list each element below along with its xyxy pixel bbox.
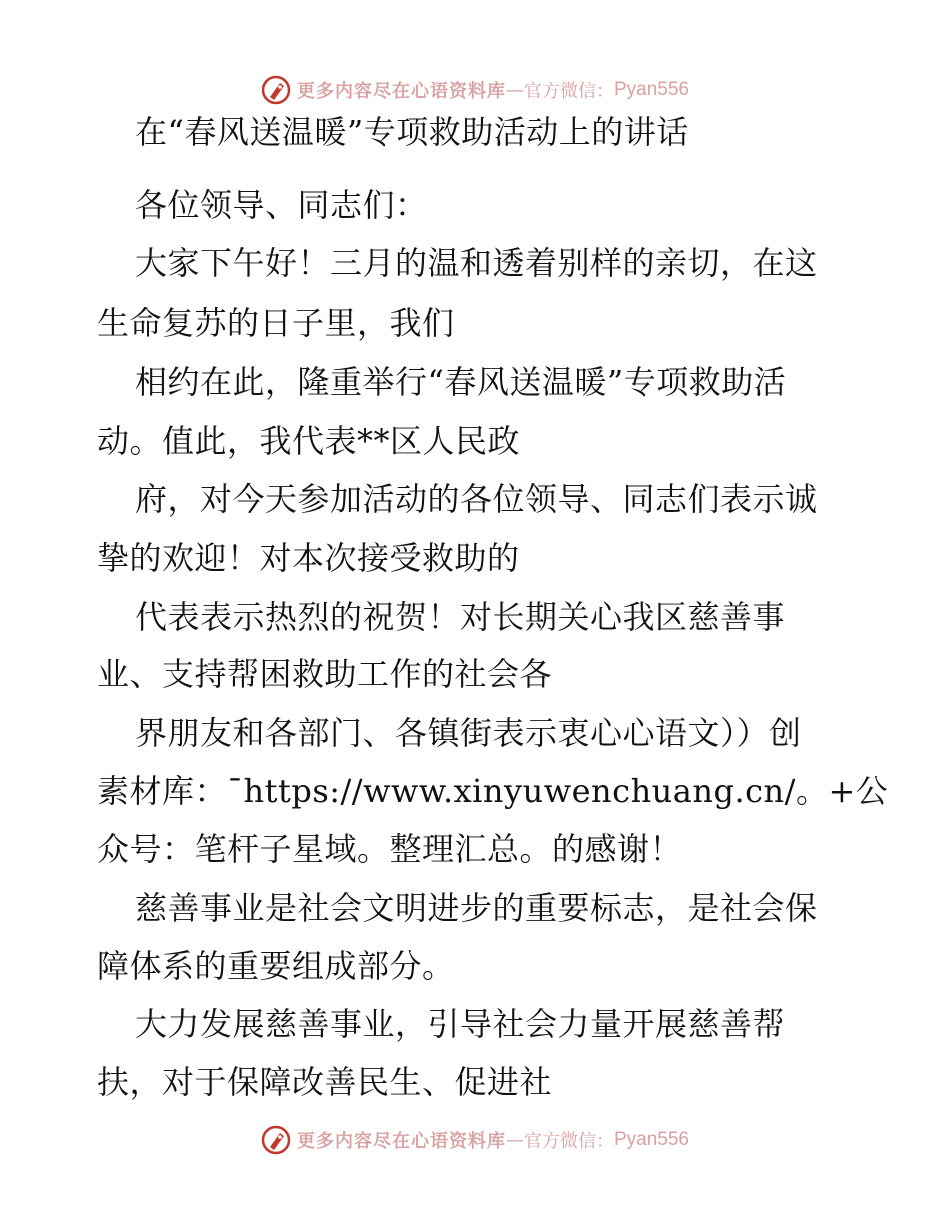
text-line: 扶，对于保障改善民生、促进社 (97, 1063, 553, 1101)
text-line: 代表表示热烈的祝贺！对长期关心我区慈善事 (135, 598, 786, 636)
text-line: 大家下午好！三月的温和透着别样的亲切，在这 (135, 244, 818, 282)
text-line: 大力发展慈善事业，引导社会力量开展慈善帮 (135, 1005, 786, 1043)
banner-separator: — (505, 1129, 524, 1151)
text-line: 挚的欢迎！对本次接受救助的 (97, 539, 520, 577)
pen-nib-logo-icon (261, 75, 291, 105)
banner-main-text: 更多内容尽在心语资料库 (296, 81, 506, 102)
text-line: 障体系的重要组成部分。 (97, 947, 455, 985)
text-line: 众号：笔杆子星域。整理汇总。的感谢！ (97, 830, 683, 868)
header-watermark (0, 70, 950, 110)
text-line: 界朋友和各部门、各镇街表示衷心心语文））创 (135, 714, 802, 752)
text-line: 府，对今天参加活动的各位领导、同志们表示诚 (135, 480, 818, 518)
banner-separator: — (505, 79, 524, 101)
text-line: 业、支持帮困救助工作的社会各 (97, 655, 553, 693)
banner-label: 官方微信： (523, 1131, 614, 1152)
text-line: 生命复苏的日子里，我们 (97, 304, 455, 342)
document-title: 在“春风送温暖”专项救助活动上的讲话 (135, 113, 689, 151)
text-line: 素材库：¯https://www.xinyuwenchuang.cn/。+公 (97, 772, 889, 810)
text-line: 相约在此，隆重举行“春风送温暖”专项救助活 (135, 363, 787, 401)
text-line: 慈善事业是社会文明进步的重要标志，是社会保 (135, 889, 818, 927)
footer-watermark (0, 1120, 950, 1160)
banner-wechat-id: Pyan556 (613, 79, 689, 100)
banner-label: 官方微信： (523, 81, 614, 102)
pen-nib-logo-icon (261, 1125, 291, 1155)
text-line: 动。值此，我代表**区人民政 (97, 422, 521, 460)
banner-wechat-id: Pyan556 (613, 1129, 689, 1150)
salutation: 各位领导、同志们： (135, 186, 428, 224)
banner-main-text: 更多内容尽在心语资料库 (296, 1131, 506, 1152)
